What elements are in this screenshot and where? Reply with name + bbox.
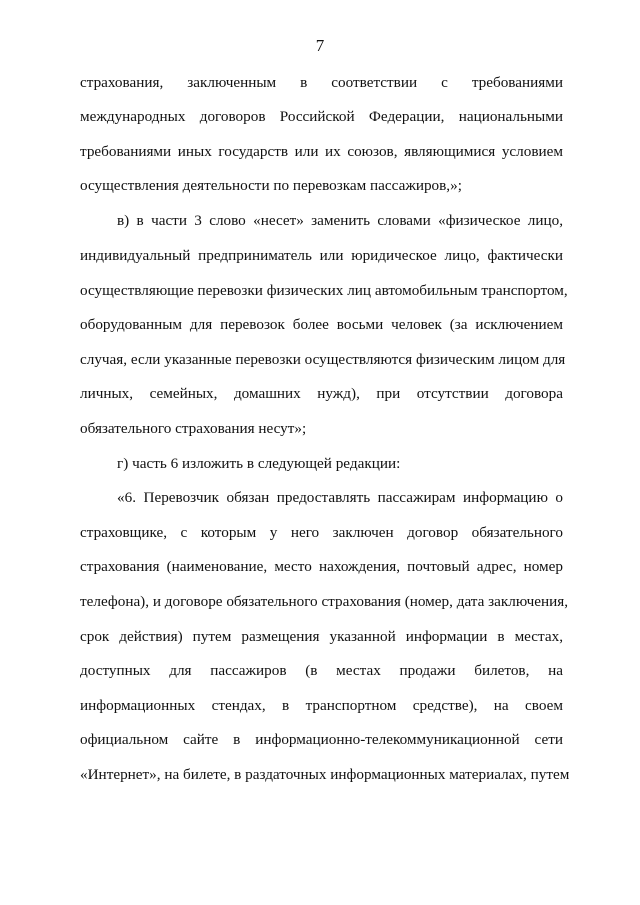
text-line: оборудованным для перевозок более восьми человек (за исключением	[80, 316, 563, 333]
text-line: случая, если указанные перевозки осуществляются физическим лицом для	[80, 351, 566, 368]
text-line: в) в части 3 слово «несет» заменить словами «физическое лицо,	[117, 212, 563, 229]
text-line: личных, семейных, домашних нужд), при отсутствии договора	[80, 385, 563, 402]
text-line: требованиями иных государств или их союзов, являющимися условием	[80, 143, 563, 160]
text-line: г) часть 6 изложить в следующей редакции:	[117, 455, 401, 472]
text-line: обязательного страхования несут»;	[80, 420, 307, 437]
text-line: индивидуальный предприниматель или юридическое лицо, фактически	[80, 247, 563, 264]
text-line: «Интернет», на билете, в раздаточных информационных материалах, путем	[80, 766, 570, 783]
text-line: доступных для пассажиров (в местах продажи билетов, на	[80, 662, 563, 679]
text-line: официальном сайте в информационно-телекоммуникационной сети	[80, 731, 563, 748]
text-line: осуществления деятельности по перевозкам пассажиров,»;	[80, 177, 462, 194]
text-line: страхования, заключенным в соответствии с требованиями	[80, 74, 563, 91]
text-line: информационных стендах, в транспортном средстве), на своем	[80, 697, 563, 714]
text-line: телефона), и договоре обязательного страхования (номер, дата заключения,	[80, 593, 569, 610]
text-line: страхования (наименование, место нахождения, почтовый адрес, номер	[80, 558, 563, 575]
page-number: 7	[315, 36, 325, 55]
text-line: «6. Перевозчик обязан предоставлять пассажирам информацию о	[117, 489, 563, 506]
text-line: срок действия) путем размещения указанной информации в местах,	[80, 628, 563, 645]
text-line: осуществляющие перевозки физических лиц автомобильным транспортом,	[80, 282, 568, 299]
text-line: страховщике, с которым у него заключен договор обязательного	[80, 524, 563, 541]
text-line: международных договоров Российской Федерации, национальными	[80, 108, 563, 125]
